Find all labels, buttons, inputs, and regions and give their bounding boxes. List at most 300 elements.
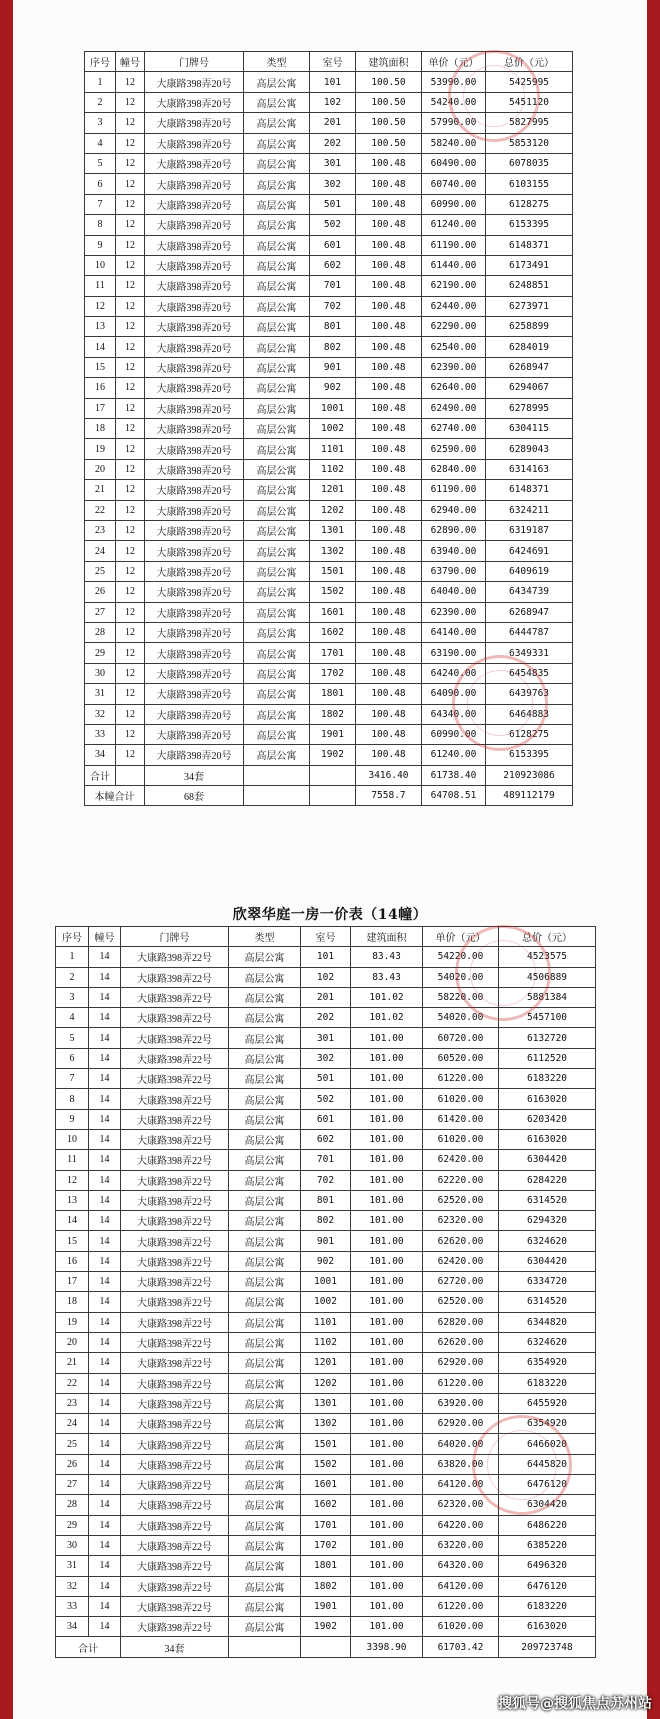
table-cell: 63940.00 bbox=[422, 541, 486, 561]
table-cell: 62440.00 bbox=[422, 296, 486, 316]
table-cell: 高层公寓 bbox=[244, 215, 310, 235]
table-cell: 14 bbox=[89, 1211, 121, 1231]
table-cell: 18 bbox=[56, 1292, 89, 1312]
table-cell: 100.48 bbox=[356, 480, 422, 500]
table-cell: 大康路398弄22号 bbox=[121, 1150, 229, 1170]
table-cell: 大康路398弄22号 bbox=[121, 1008, 229, 1028]
table-cell: 9 bbox=[85, 235, 116, 255]
table-cell: 高层公寓 bbox=[229, 967, 301, 987]
table-cell: 大康路398弄20号 bbox=[145, 561, 244, 581]
table-cell: 大康路398弄20号 bbox=[145, 92, 244, 112]
table-row bbox=[56, 1596, 596, 1616]
table-cell: 63190.00 bbox=[422, 643, 486, 663]
table-cell: 100.48 bbox=[356, 602, 422, 622]
table-row bbox=[56, 1069, 596, 1089]
table-row bbox=[85, 296, 573, 316]
table-cell: 100.48 bbox=[356, 561, 422, 581]
table-cell: 1601 bbox=[301, 1475, 351, 1495]
total-label: 合计 bbox=[85, 765, 116, 785]
header-cell: 总价（元） bbox=[486, 52, 573, 72]
table-cell: 5451120 bbox=[486, 92, 573, 112]
table-cell: 33 bbox=[85, 724, 116, 744]
table-cell: 12 bbox=[116, 72, 145, 92]
table-cell: 1202 bbox=[301, 1373, 351, 1393]
table-row bbox=[85, 276, 573, 296]
table-cell: 高层公寓 bbox=[244, 582, 310, 602]
table-cell: 101.00 bbox=[351, 1251, 423, 1271]
table-cell: 83.43 bbox=[351, 947, 423, 967]
table-cell: 100.48 bbox=[356, 398, 422, 418]
table-cell: 8 bbox=[56, 1089, 89, 1109]
table-cell: 5853120 bbox=[486, 133, 573, 153]
table-cell: 12 bbox=[116, 480, 145, 500]
table-cell: 12 bbox=[56, 1170, 89, 1190]
table-cell: 6284220 bbox=[499, 1170, 596, 1190]
table-cell: 大康路398弄20号 bbox=[145, 724, 244, 744]
table-cell: 大康路398弄20号 bbox=[145, 235, 244, 255]
table-cell: 1902 bbox=[301, 1617, 351, 1637]
table-cell: 62840.00 bbox=[422, 459, 486, 479]
table-cell: 60740.00 bbox=[422, 174, 486, 194]
table-cell: 大康路398弄22号 bbox=[121, 1454, 229, 1474]
table-cell: 100.50 bbox=[356, 92, 422, 112]
table-cell: 6183220 bbox=[499, 1596, 596, 1616]
table-cell: 6294067 bbox=[486, 378, 573, 398]
table-cell: 1801 bbox=[310, 684, 356, 704]
table-cell: 6324211 bbox=[486, 500, 573, 520]
table-cell: 501 bbox=[301, 1069, 351, 1089]
table-cell: 101.00 bbox=[351, 1332, 423, 1352]
table-cell: 高层公寓 bbox=[244, 684, 310, 704]
table-cell: 62390.00 bbox=[422, 602, 486, 622]
table-cell: 100.48 bbox=[356, 235, 422, 255]
table-cell: 高层公寓 bbox=[229, 1008, 301, 1028]
table-cell: 高层公寓 bbox=[244, 357, 310, 377]
table-cell: 10 bbox=[56, 1129, 89, 1149]
table-cell: 12 bbox=[116, 419, 145, 439]
table-cell: 大康路398弄22号 bbox=[121, 1617, 229, 1637]
table-cell: 100.50 bbox=[356, 72, 422, 92]
table-row bbox=[85, 174, 573, 194]
table-cell: 高层公寓 bbox=[229, 1475, 301, 1495]
table-cell: 6496320 bbox=[499, 1556, 596, 1576]
table-cell: 10 bbox=[85, 255, 116, 275]
table-row bbox=[56, 1292, 596, 1312]
table-cell: 大康路398弄22号 bbox=[121, 1475, 229, 1495]
table-row bbox=[85, 561, 573, 581]
table-cell: 62320.00 bbox=[423, 1211, 499, 1231]
table-cell: 13 bbox=[56, 1190, 89, 1210]
table-cell: 101.02 bbox=[351, 987, 423, 1007]
table-cell: 6103155 bbox=[486, 174, 573, 194]
table-cell: 12 bbox=[116, 317, 145, 337]
table-cell: 801 bbox=[310, 317, 356, 337]
table-cell: 602 bbox=[301, 1129, 351, 1149]
table-cell: 大康路398弄20号 bbox=[145, 255, 244, 275]
table-cell: 高层公寓 bbox=[229, 1089, 301, 1109]
table-cell: 12 bbox=[116, 337, 145, 357]
table-cell: 高层公寓 bbox=[229, 1129, 301, 1149]
table-cell: 6268947 bbox=[486, 602, 573, 622]
price-table-building-14 bbox=[55, 926, 596, 1658]
table-cell: 101.00 bbox=[351, 1129, 423, 1149]
table-cell: 1701 bbox=[301, 1515, 351, 1535]
table-cell: 54020.00 bbox=[423, 967, 499, 987]
table-row bbox=[85, 72, 573, 92]
table-cell: 100.48 bbox=[356, 622, 422, 642]
table-row bbox=[56, 1454, 596, 1474]
table-cell: 101.00 bbox=[351, 1272, 423, 1292]
table-cell: 高层公寓 bbox=[244, 72, 310, 92]
table-cell: 高层公寓 bbox=[244, 480, 310, 500]
table-cell: 64240.00 bbox=[422, 663, 486, 683]
table-cell: 高层公寓 bbox=[244, 398, 310, 418]
header-cell: 门牌号 bbox=[145, 52, 244, 72]
table-cell: 高层公寓 bbox=[244, 419, 310, 439]
table-row bbox=[56, 1535, 596, 1555]
table-cell: 大康路398弄20号 bbox=[145, 296, 244, 316]
table-cell: 5827995 bbox=[486, 113, 573, 133]
table-cell: 高层公寓 bbox=[229, 1231, 301, 1251]
table-cell: 14 bbox=[89, 1475, 121, 1495]
table-cell: 14 bbox=[89, 1373, 121, 1393]
table-cell: 101.00 bbox=[351, 1231, 423, 1251]
table-row bbox=[85, 357, 573, 377]
table-cell: 57990.00 bbox=[422, 113, 486, 133]
table-cell: 6455920 bbox=[499, 1393, 596, 1413]
table-cell: 62540.00 bbox=[422, 337, 486, 357]
table-cell: 30 bbox=[85, 663, 116, 683]
table-cell: 100.48 bbox=[356, 194, 422, 214]
table-cell: 6163020 bbox=[499, 1129, 596, 1149]
table-cell: 12 bbox=[85, 296, 116, 316]
table-cell: 高层公寓 bbox=[229, 1190, 301, 1210]
table-cell: 2 bbox=[56, 967, 89, 987]
table-cell: 高层公寓 bbox=[244, 92, 310, 112]
table-cell: 32 bbox=[56, 1576, 89, 1596]
table-row bbox=[85, 663, 573, 683]
table-cell: 102 bbox=[310, 92, 356, 112]
table-cell: 12 bbox=[116, 684, 145, 704]
table-cell: 30 bbox=[56, 1535, 89, 1555]
table-cell: 17 bbox=[85, 398, 116, 418]
table-cell: 101.00 bbox=[351, 1576, 423, 1596]
table-cell: 5457100 bbox=[499, 1008, 596, 1028]
table-cell: 61190.00 bbox=[422, 235, 486, 255]
table-row bbox=[85, 378, 573, 398]
table-cell: 100.48 bbox=[356, 317, 422, 337]
table-cell: 301 bbox=[310, 153, 356, 173]
table-cell: 大康路398弄20号 bbox=[145, 582, 244, 602]
table-cell: 15 bbox=[56, 1231, 89, 1251]
table-cell: 大康路398弄22号 bbox=[121, 1596, 229, 1616]
table-cell: 12 bbox=[116, 724, 145, 744]
table-cell: 61420.00 bbox=[423, 1109, 499, 1129]
table-cell: 6486220 bbox=[499, 1515, 596, 1535]
total-area: 3398.90 bbox=[351, 1637, 423, 1657]
table-cell: 26 bbox=[56, 1454, 89, 1474]
table-cell: 大康路398弄20号 bbox=[145, 337, 244, 357]
table-cell: 大康路398弄20号 bbox=[145, 643, 244, 663]
table-cell: 100.48 bbox=[356, 357, 422, 377]
table-row bbox=[56, 1028, 596, 1048]
table-cell: 64340.00 bbox=[422, 704, 486, 724]
table-cell: 61190.00 bbox=[422, 480, 486, 500]
table-cell: 6334720 bbox=[499, 1272, 596, 1292]
table-cell: 23 bbox=[56, 1393, 89, 1413]
table-cell: 高层公寓 bbox=[229, 1576, 301, 1596]
table-cell: 14 bbox=[89, 1129, 121, 1149]
table-row bbox=[56, 1211, 596, 1231]
table-cell: 100.48 bbox=[356, 153, 422, 173]
table-cell: 101.00 bbox=[351, 1617, 423, 1637]
table-cell: 高层公寓 bbox=[244, 194, 310, 214]
table-cell: 6385220 bbox=[499, 1535, 596, 1555]
table-cell: 6445820 bbox=[499, 1454, 596, 1474]
table-cell: 33 bbox=[56, 1596, 89, 1616]
table-cell: 高层公寓 bbox=[229, 1353, 301, 1373]
table-cell: 4506889 bbox=[499, 967, 596, 987]
table-cell: 6319187 bbox=[486, 520, 573, 540]
table-cell: 高层公寓 bbox=[244, 602, 310, 622]
table-cell: 高层公寓 bbox=[244, 643, 310, 663]
table-cell: 101.00 bbox=[351, 1170, 423, 1190]
table-cell: 大康路398弄22号 bbox=[121, 1251, 229, 1271]
table-cell: 14 bbox=[89, 1393, 121, 1413]
table-cell: 大康路398弄20号 bbox=[145, 276, 244, 296]
table-cell: 高层公寓 bbox=[229, 1272, 301, 1292]
table-cell: 大康路398弄22号 bbox=[121, 1048, 229, 1068]
table-cell: 高层公寓 bbox=[229, 1312, 301, 1332]
table-cell: 大康路398弄20号 bbox=[145, 663, 244, 683]
table-row bbox=[85, 419, 573, 439]
header-cell: 序号 bbox=[85, 52, 116, 72]
table-cell: 62590.00 bbox=[422, 439, 486, 459]
table-cell: 101.00 bbox=[351, 1190, 423, 1210]
table-cell: 大康路398弄22号 bbox=[121, 1089, 229, 1109]
table-cell: 54020.00 bbox=[423, 1008, 499, 1028]
table-cell: 62820.00 bbox=[423, 1312, 499, 1332]
table-cell: 6289043 bbox=[486, 439, 573, 459]
table-cell: 100.48 bbox=[356, 174, 422, 194]
table-cell: 大康路398弄22号 bbox=[121, 1332, 229, 1352]
table-cell: 62940.00 bbox=[422, 500, 486, 520]
table-cell: 大康路398弄22号 bbox=[121, 1312, 229, 1332]
table-row bbox=[85, 113, 573, 133]
table-cell: 大康路398弄22号 bbox=[121, 947, 229, 967]
table-row bbox=[56, 1617, 596, 1637]
table-cell: 大康路398弄22号 bbox=[121, 1069, 229, 1089]
table-cell: 大康路398弄22号 bbox=[121, 1495, 229, 1515]
table-cell: 6439763 bbox=[486, 684, 573, 704]
table-cell: 大康路398弄20号 bbox=[145, 194, 244, 214]
header-cell: 建筑面积 bbox=[356, 52, 422, 72]
table-cell: 61020.00 bbox=[423, 1129, 499, 1149]
table-cell: 12 bbox=[116, 561, 145, 581]
table-row bbox=[56, 1048, 596, 1068]
table-cell: 60990.00 bbox=[422, 194, 486, 214]
table-cell: 58220.00 bbox=[423, 987, 499, 1007]
table-cell: 62620.00 bbox=[423, 1231, 499, 1251]
table-cell: 9 bbox=[56, 1109, 89, 1129]
table-cell: 31 bbox=[85, 684, 116, 704]
table-cell: 19 bbox=[56, 1312, 89, 1332]
table-cell: 701 bbox=[310, 276, 356, 296]
table-cell: 12 bbox=[116, 378, 145, 398]
table-cell: 62740.00 bbox=[422, 419, 486, 439]
table-cell: 702 bbox=[301, 1170, 351, 1190]
table-cell: 12 bbox=[116, 174, 145, 194]
table-cell: 14 bbox=[85, 337, 116, 357]
table-cell: 101.00 bbox=[351, 1211, 423, 1231]
table-cell: 60720.00 bbox=[423, 1028, 499, 1048]
table-cell: 20 bbox=[85, 459, 116, 479]
table-cell: 6424691 bbox=[486, 541, 573, 561]
table-row bbox=[85, 92, 573, 112]
table-cell: 13 bbox=[85, 317, 116, 337]
table-cell: 大康路398弄20号 bbox=[145, 378, 244, 398]
table-cell: 高层公寓 bbox=[229, 1495, 301, 1515]
table-cell: 6324620 bbox=[499, 1332, 596, 1352]
table-cell: 34 bbox=[85, 745, 116, 765]
table-cell: 高层公寓 bbox=[244, 378, 310, 398]
table-cell: 64120.00 bbox=[423, 1475, 499, 1495]
table-cell: 14 bbox=[89, 1251, 121, 1271]
table-cell: 23 bbox=[85, 520, 116, 540]
table-cell: 1802 bbox=[301, 1576, 351, 1596]
table-cell: 1 bbox=[85, 72, 116, 92]
table-cell: 60990.00 bbox=[422, 724, 486, 744]
table-cell: 201 bbox=[310, 113, 356, 133]
total-price: 210923086 bbox=[486, 765, 573, 785]
table-cell: 14 bbox=[89, 1434, 121, 1454]
table-cell: 14 bbox=[89, 1617, 121, 1637]
table-cell: 高层公寓 bbox=[229, 1211, 301, 1231]
table-cell: 大康路398弄22号 bbox=[121, 1211, 229, 1231]
table-cell: 100.48 bbox=[356, 520, 422, 540]
table-row bbox=[56, 1434, 596, 1454]
table-cell: 14 bbox=[89, 1109, 121, 1129]
table-cell: 101.00 bbox=[351, 1353, 423, 1373]
table-cell: 大康路398弄22号 bbox=[121, 1576, 229, 1596]
table-cell: 802 bbox=[310, 337, 356, 357]
header-cell: 单价（元） bbox=[423, 927, 499, 947]
table-row bbox=[56, 987, 596, 1007]
table-cell: 6112520 bbox=[499, 1048, 596, 1068]
table-cell: 大康路398弄20号 bbox=[145, 684, 244, 704]
table-cell: 100.48 bbox=[356, 215, 422, 235]
header-cell: 室号 bbox=[301, 927, 351, 947]
table-cell: 高层公寓 bbox=[229, 1251, 301, 1271]
table-cell: 大康路398弄22号 bbox=[121, 1515, 229, 1535]
table-cell: 12 bbox=[116, 622, 145, 642]
table-cell: 大康路398弄22号 bbox=[121, 1535, 229, 1555]
table-cell: 14 bbox=[89, 1535, 121, 1555]
table-cell: 202 bbox=[301, 1008, 351, 1028]
table-cell: 62890.00 bbox=[422, 520, 486, 540]
table-cell: 14 bbox=[89, 1150, 121, 1170]
table-cell: 1501 bbox=[301, 1434, 351, 1454]
table-cell: 1101 bbox=[301, 1312, 351, 1332]
table-cell: 高层公寓 bbox=[229, 1454, 301, 1474]
header-cell: 建筑面积 bbox=[351, 927, 423, 947]
table-cell: 61240.00 bbox=[422, 215, 486, 235]
table-cell: 14 bbox=[89, 1332, 121, 1352]
table-cell: 6268947 bbox=[486, 357, 573, 377]
table-cell: 6294320 bbox=[499, 1211, 596, 1231]
table-cell: 1902 bbox=[310, 745, 356, 765]
table-cell: 100.48 bbox=[356, 500, 422, 520]
table-cell: 1002 bbox=[310, 419, 356, 439]
table-row bbox=[85, 255, 573, 275]
table-cell: 14 bbox=[89, 1008, 121, 1028]
table-cell: 19 bbox=[85, 439, 116, 459]
table-cell: 1501 bbox=[310, 561, 356, 581]
table-cell: 101.00 bbox=[351, 1434, 423, 1454]
table-cell: 14 bbox=[89, 967, 121, 987]
table-cell: 14 bbox=[89, 1515, 121, 1535]
table-cell: 100.48 bbox=[356, 745, 422, 765]
table-cell: 1801 bbox=[301, 1556, 351, 1576]
table-cell: 21 bbox=[56, 1353, 89, 1373]
table-cell: 6 bbox=[56, 1048, 89, 1068]
table-cell: 大康路398弄20号 bbox=[145, 174, 244, 194]
table-cell: 63790.00 bbox=[422, 561, 486, 581]
table-row bbox=[85, 153, 573, 173]
total-unit-price: 61738.40 bbox=[422, 765, 486, 785]
source-watermark: 搜狐号@搜狐焦点苏州站 bbox=[498, 1696, 652, 1712]
table-row bbox=[56, 1089, 596, 1109]
table-row bbox=[85, 602, 573, 622]
table-cell: 1702 bbox=[301, 1535, 351, 1555]
table-cell: 6454835 bbox=[486, 663, 573, 683]
table-cell: 25 bbox=[56, 1434, 89, 1454]
table-row bbox=[56, 1475, 596, 1495]
table-cell: 1301 bbox=[310, 520, 356, 540]
total-area: 3416.40 bbox=[356, 765, 422, 785]
table-cell: 802 bbox=[301, 1211, 351, 1231]
table-cell: 102 bbox=[301, 967, 351, 987]
table-cell: 高层公寓 bbox=[244, 622, 310, 642]
table-cell: 高层公寓 bbox=[244, 663, 310, 683]
table-cell: 101 bbox=[301, 947, 351, 967]
table-cell: 20 bbox=[56, 1332, 89, 1352]
table-cell: 高层公寓 bbox=[229, 1150, 301, 1170]
table-cell: 12 bbox=[116, 663, 145, 683]
price-table-building-12 bbox=[84, 51, 573, 806]
table-cell: 6248851 bbox=[486, 276, 573, 296]
table-cell: 100.48 bbox=[356, 724, 422, 744]
table-cell: 14 bbox=[89, 987, 121, 1007]
table-cell: 大康路398弄20号 bbox=[145, 153, 244, 173]
table-cell: 61240.00 bbox=[422, 745, 486, 765]
table-cell: 22 bbox=[85, 500, 116, 520]
table-cell: 6476120 bbox=[499, 1475, 596, 1495]
table-cell: 1302 bbox=[301, 1414, 351, 1434]
table-cell: 高层公寓 bbox=[244, 133, 310, 153]
table-cell: 16 bbox=[56, 1251, 89, 1271]
table-cell: 6132720 bbox=[499, 1028, 596, 1048]
table-cell: 14 bbox=[89, 1190, 121, 1210]
table-cell: 1502 bbox=[310, 582, 356, 602]
table-cell: 101.00 bbox=[351, 1089, 423, 1109]
table-cell: 53990.00 bbox=[422, 72, 486, 92]
table-cell: 12 bbox=[116, 133, 145, 153]
table-cell: 62320.00 bbox=[423, 1495, 499, 1515]
table-cell: 6354920 bbox=[499, 1414, 596, 1434]
table-cell: 27 bbox=[56, 1475, 89, 1495]
table-cell: 62420.00 bbox=[423, 1150, 499, 1170]
